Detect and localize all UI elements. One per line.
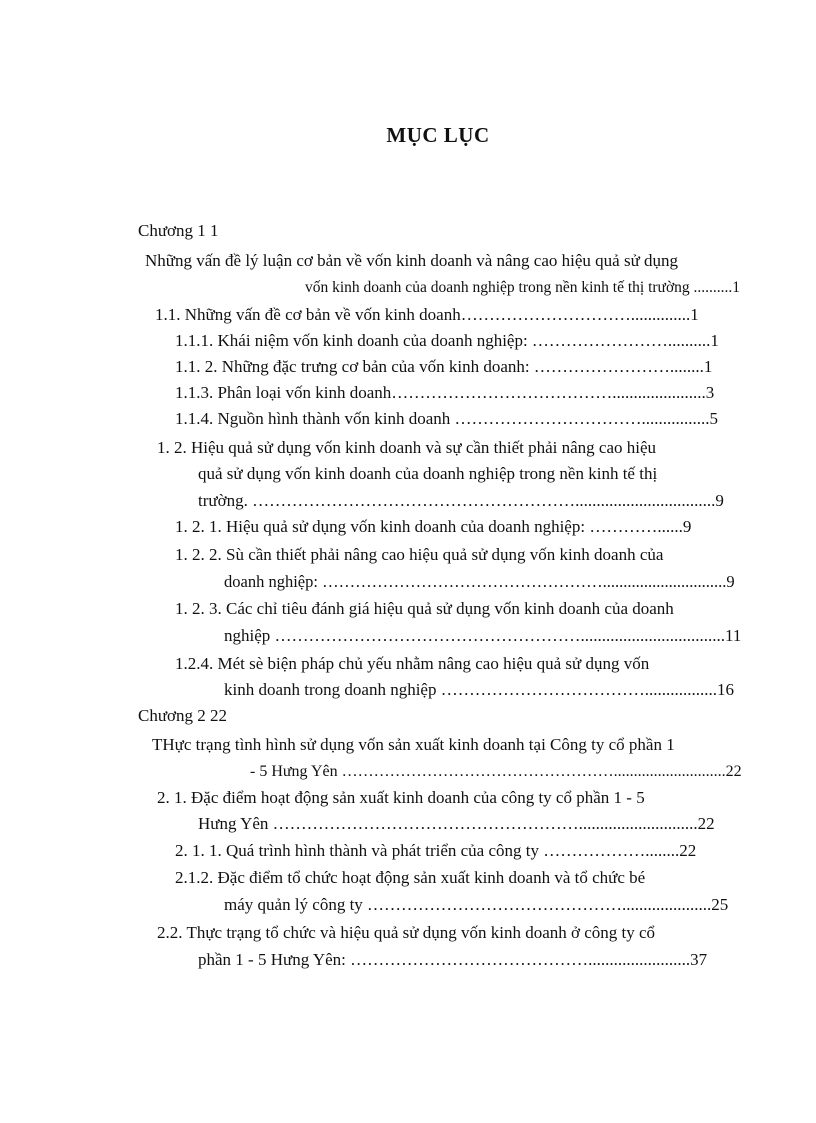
toc-section-1-2-2-line2[interactable]: doanh nghiệp: ……………………………………………..............................9 bbox=[224, 572, 735, 591]
toc-section-1-1-3[interactable]: 1.1.3. Phân loại vốn kinh doanh…………………………………......................3 bbox=[175, 383, 715, 402]
toc-section-1-1-2[interactable]: 1.1. 2. Những đặc trưng cơ bản của vốn kinh doanh: ……………………........1 bbox=[175, 357, 713, 376]
toc-section-1-2-2-line1[interactable]: 1. 2. 2. Sù cần thiết phải nâng cao hiệu quả sử dụng vốn kinh doanh của bbox=[175, 545, 664, 564]
toc-chapter-1-title-line1[interactable]: Những vấn đề lý luận cơ bản về vốn kinh doanh và nâng cao hiệu quả sử dụng bbox=[145, 251, 679, 270]
page-title: MỤC LỤC bbox=[386, 123, 490, 147]
toc-section-1-2-3-line2[interactable]: nghiệp ………………………………………………..................................11 bbox=[224, 626, 742, 645]
toc-section-2-1-2-line1[interactable]: 2.1.2. Đặc điểm tổ chức hoạt động sản xuất kinh doanh và tổ chức bé bbox=[175, 868, 646, 887]
toc-section-2-1-line1[interactable]: 2. 1. Đặc điểm hoạt động sản xuất kinh doanh của công ty cổ phần 1 - 5 bbox=[157, 788, 645, 807]
toc-section-1-2-1[interactable]: 1. 2. 1. Hiệu quả sử dụng vốn kinh doanh của doanh nghiệp: …………......9 bbox=[175, 517, 692, 536]
toc-section-2-1-2-line2[interactable]: máy quản lý công ty ……………………………………….....................25 bbox=[224, 895, 729, 914]
toc-section-1-2-4-line1[interactable]: 1.2.4. Mét sè biện pháp chủ yếu nhằm nâng cao hiệu quả sử dụng vốn bbox=[175, 654, 650, 673]
toc-chapter-2-title-line2[interactable]: - 5 Hưng Yên ……………………………………………............................22 bbox=[250, 763, 742, 780]
toc-section-1-1-1[interactable]: 1.1.1. Khái niệm vốn kinh doanh của doanh nghiệp: ……………………..........1 bbox=[175, 331, 719, 350]
toc-section-1-2-line3[interactable]: trường. ………………………………………………….................................9 bbox=[198, 491, 724, 510]
toc-section-1-1-4[interactable]: 1.1.4. Nguồn hình thành vốn kinh doanh ……………………………................5 bbox=[175, 409, 719, 428]
toc-chapter-1-title-line2[interactable]: vốn kinh doanh của doanh nghiệp trong nền kinh tế thị trường ..........1 bbox=[305, 279, 741, 296]
toc-section-1-2-4-line2[interactable]: kinh doanh trong doanh nghiệp ……………………………….................16 bbox=[224, 680, 734, 699]
toc-section-1-2-line1[interactable]: 1. 2. Hiệu quả sử dụng vốn kinh doanh và sự cần thiết phải nâng cao hiệu bbox=[157, 438, 657, 457]
toc-section-1-1[interactable]: 1.1. Những vấn đề cơ bản về vốn kinh doanh…………………………..............1 bbox=[155, 305, 699, 324]
toc-section-1-2-3-line1[interactable]: 1. 2. 3. Các chỉ tiêu đánh giá hiệu quả sử dụng vốn kinh doanh của doanh bbox=[175, 599, 674, 618]
toc-chapter-2-title-line1[interactable]: THực trạng tình hình sử dụng vốn sản xuất kinh doanh tại Công ty cổ phần 1 bbox=[152, 735, 675, 754]
toc-section-2-1-1[interactable]: 2. 1. 1. Quá trình hình thành và phát triển của công ty ………………........22 bbox=[175, 841, 697, 860]
toc-section-2-1-line2[interactable]: Hưng Yên ………………………………………………............................22 bbox=[198, 814, 715, 833]
toc-chapter-2-heading[interactable]: Chương 2 22 bbox=[138, 706, 228, 725]
toc-chapter-1-heading[interactable]: Chương 1 1 bbox=[138, 221, 219, 240]
toc-section-2-2-line2[interactable]: phần 1 - 5 Hưng Yên: ……………………………………........................37 bbox=[198, 950, 708, 969]
toc-section-2-2-line1[interactable]: 2.2. Thực trạng tổ chức và hiệu quả sử dụng vốn kinh doanh ở công ty cổ bbox=[157, 923, 656, 942]
toc-section-1-2-line2[interactable]: quả sử dụng vốn kinh doanh của doanh nghiệp trong nền kinh tế thị bbox=[198, 464, 658, 483]
